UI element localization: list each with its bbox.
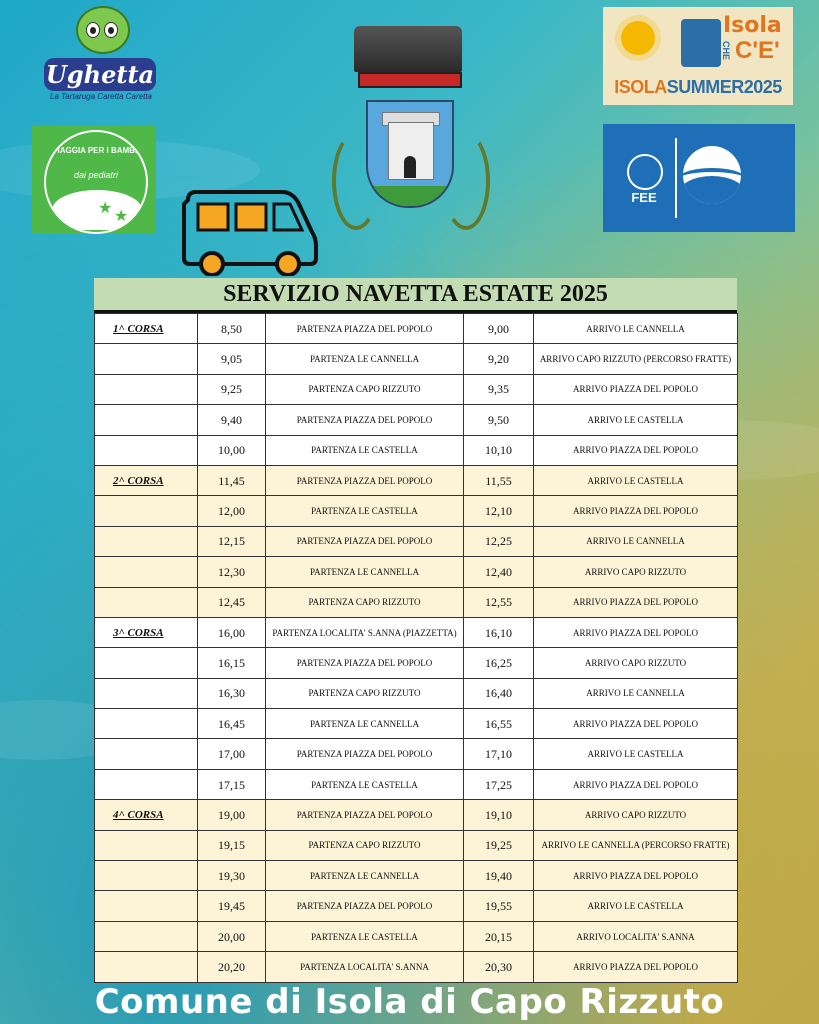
corsa-cell xyxy=(95,344,198,374)
arrival-time-cell: 17,10 xyxy=(464,739,534,769)
corsa-cell xyxy=(95,830,198,860)
departure-cell: PARTENZA LE CANNELLA xyxy=(266,861,464,891)
departure-cell: PARTENZA CAPO RIZZUTO xyxy=(266,830,464,860)
table-row xyxy=(95,891,738,921)
table-row xyxy=(95,374,738,404)
van-icon xyxy=(182,188,318,276)
departure-time-cell: 19,30 xyxy=(198,861,266,891)
arrival-time-cell: 9,20 xyxy=(464,344,534,374)
arrival-time-cell: 16,10 xyxy=(464,617,534,647)
table-row xyxy=(95,405,738,435)
departure-time-cell: 12,15 xyxy=(198,526,266,556)
departure-cell: PARTENZA LE CASTELLA xyxy=(266,921,464,951)
departure-cell: PARTENZA PIAZZA DEL POPOLO xyxy=(266,465,464,495)
arrival-cell: ARRIVO CAPO RIZZUTO xyxy=(534,648,738,678)
departure-cell: PARTENZA PIAZZA DEL POPOLO xyxy=(266,891,464,921)
table-row xyxy=(95,617,738,647)
castle-icon xyxy=(681,19,721,67)
departure-cell: PARTENZA CAPO RIZZUTO xyxy=(266,587,464,617)
fee-blue-flag-logo xyxy=(603,124,795,232)
corsa-cell xyxy=(95,648,198,678)
arrival-time-cell: 12,25 xyxy=(464,526,534,556)
spiaggia-bambini-logo xyxy=(32,126,156,234)
departure-cell: PARTENZA LE CASTELLA xyxy=(266,435,464,465)
departure-cell: PARTENZA LE CASTELLA xyxy=(266,769,464,799)
corsa-cell xyxy=(95,435,198,465)
arrival-cell: ARRIVO PIAZZA DEL POPOLO xyxy=(534,435,738,465)
arrival-time-cell: 19,10 xyxy=(464,800,534,830)
footer-title: Comune di Isola di Capo Rizzuto xyxy=(94,982,725,1022)
arrival-time-cell: 12,55 xyxy=(464,587,534,617)
arrival-cell: ARRIVO LE CANNELLA (PERCORSO FRATTE) xyxy=(534,830,738,860)
table-row xyxy=(95,344,738,374)
table-row xyxy=(95,800,738,830)
table-row xyxy=(95,587,738,617)
corsa-cell xyxy=(95,587,198,617)
departure-time-cell: 16,15 xyxy=(198,648,266,678)
corsa-cell xyxy=(95,861,198,891)
corsa-cell xyxy=(95,678,198,708)
corsa-cell xyxy=(95,557,198,587)
table-row xyxy=(95,830,738,860)
table-row xyxy=(95,526,738,556)
corsa-cell xyxy=(95,739,198,769)
corsa-cell: 1^ CORSA xyxy=(95,314,198,344)
arrival-cell: ARRIVO PIAZZA DEL POPOLO xyxy=(534,374,738,404)
corsa-cell xyxy=(95,952,198,982)
table-row xyxy=(95,709,738,739)
spiaggia-ring-text: SPIAGGIA PER I BAMBINI xyxy=(46,146,146,155)
arrival-cell: ARRIVO LE CASTELLA xyxy=(534,465,738,495)
departure-cell: PARTENZA LE CANNELLA xyxy=(266,344,464,374)
departure-time-cell: 20,20 xyxy=(198,952,266,982)
table-row xyxy=(95,648,738,678)
arrival-cell: ARRIVO LE CANNELLA xyxy=(534,678,738,708)
departure-time-cell: 19,00 xyxy=(198,800,266,830)
ce-word: C'E' xyxy=(735,37,780,64)
arrival-time-cell: 12,10 xyxy=(464,496,534,526)
starfish-icon: ★ xyxy=(98,200,113,217)
arrival-time-cell: 9,00 xyxy=(464,314,534,344)
departure-time-cell: 19,15 xyxy=(198,830,266,860)
corsa-cell xyxy=(95,769,198,799)
blue-flag-icon xyxy=(683,146,741,204)
departure-cell: PARTENZA LE CANNELLA xyxy=(266,709,464,739)
arrival-time-cell: 16,40 xyxy=(464,678,534,708)
arrival-cell: ARRIVO CAPO RIZZUTO xyxy=(534,557,738,587)
arrival-cell: ARRIVO LE CASTELLA xyxy=(534,891,738,921)
corsa-cell xyxy=(95,374,198,404)
corsa-cell: 3^ CORSA xyxy=(95,617,198,647)
departure-cell: PARTENZA PIAZZA DEL POPOLO xyxy=(266,405,464,435)
isola-summer-logo xyxy=(603,7,793,105)
timetable-title: SERVIZIO NAVETTA ESTATE 2025 xyxy=(94,278,737,313)
departure-time-cell: 16,45 xyxy=(198,709,266,739)
arrival-cell: ARRIVO LE CASTELLA xyxy=(534,739,738,769)
departure-cell: PARTENZA PIAZZA DEL POPOLO xyxy=(266,648,464,678)
arrival-cell: ARRIVO LOCALITA' S.ANNA xyxy=(534,921,738,951)
departure-cell: PARTENZA CAPO RIZZUTO xyxy=(266,374,464,404)
arrival-time-cell: 16,25 xyxy=(464,648,534,678)
arrival-time-cell: 19,25 xyxy=(464,830,534,860)
corsa-cell xyxy=(95,709,198,739)
departure-cell: PARTENZA PIAZZA DEL POPOLO xyxy=(266,800,464,830)
table-row xyxy=(95,557,738,587)
arrival-cell: ARRIVO CAPO RIZZUTO xyxy=(534,800,738,830)
arrival-cell: ARRIVO LE CANNELLA xyxy=(534,526,738,556)
corsa-cell: 4^ CORSA xyxy=(95,800,198,830)
departure-cell: PARTENZA PIAZZA DEL POPOLO xyxy=(266,739,464,769)
departure-time-cell: 12,00 xyxy=(198,496,266,526)
starfish-icon: ★ xyxy=(114,208,129,225)
departure-cell: PARTENZA LE CANNELLA xyxy=(266,557,464,587)
table-row xyxy=(95,861,738,891)
ughetta-subtitle: La Tartaruga Caretta Caretta xyxy=(50,92,152,101)
corsa-cell xyxy=(95,921,198,951)
arrival-cell: ARRIVO CAPO RIZZUTO (PERCORSO FRATTE) xyxy=(534,344,738,374)
departure-time-cell: 8,50 xyxy=(198,314,266,344)
table-row xyxy=(95,769,738,799)
departure-time-cell: 12,30 xyxy=(198,557,266,587)
spiaggia-sub-text: dai pediatri xyxy=(73,170,119,180)
arrival-time-cell: 20,30 xyxy=(464,952,534,982)
departure-time-cell: 9,25 xyxy=(198,374,266,404)
sun-icon xyxy=(621,21,655,55)
fee-text: FEE xyxy=(631,190,657,205)
arrival-time-cell: 9,50 xyxy=(464,405,534,435)
corsa-cell xyxy=(95,496,198,526)
departure-cell: PARTENZA PIAZZA DEL POPOLO xyxy=(266,314,464,344)
arrival-time-cell: 11,55 xyxy=(464,465,534,495)
departure-time-cell: 16,00 xyxy=(198,617,266,647)
table-row xyxy=(95,465,738,495)
arrival-cell: ARRIVO PIAZZA DEL POPOLO xyxy=(534,709,738,739)
arrival-time-cell: 12,40 xyxy=(464,557,534,587)
departure-cell: PARTENZA PIAZZA DEL POPOLO xyxy=(266,526,464,556)
arrival-time-cell: 20,15 xyxy=(464,921,534,951)
timetable xyxy=(94,278,737,972)
ughetta-logo xyxy=(40,6,158,110)
corsa-cell xyxy=(95,891,198,921)
table-row xyxy=(95,739,738,769)
table-row xyxy=(95,952,738,982)
arrival-time-cell: 9,35 xyxy=(464,374,534,404)
isola-summer-text: ISOLASUMMER2025 xyxy=(614,77,782,97)
departure-cell: PARTENZA LOCALITA' S.ANNA (PIAZZETTA) xyxy=(266,617,464,647)
che-word: CHE xyxy=(721,41,731,61)
arrival-time-cell: 10,10 xyxy=(464,435,534,465)
municipal-crest-icon xyxy=(330,22,488,234)
beach-icon xyxy=(52,190,142,230)
departure-time-cell: 10,00 xyxy=(198,435,266,465)
table-row xyxy=(95,496,738,526)
arrival-cell: ARRIVO PIAZZA DEL POPOLO xyxy=(534,496,738,526)
arrival-cell: ARRIVO PIAZZA DEL POPOLO xyxy=(534,952,738,982)
departure-time-cell: 17,15 xyxy=(198,769,266,799)
table-row xyxy=(95,678,738,708)
arrival-time-cell: 16,55 xyxy=(464,709,534,739)
corsa-cell xyxy=(95,526,198,556)
arrival-cell: ARRIVO PIAZZA DEL POPOLO xyxy=(534,587,738,617)
globe-icon xyxy=(627,154,663,190)
departure-time-cell: 9,40 xyxy=(198,405,266,435)
departure-time-cell: 19,45 xyxy=(198,891,266,921)
arrival-cell: ARRIVO PIAZZA DEL POPOLO xyxy=(534,861,738,891)
departure-time-cell: 11,45 xyxy=(198,465,266,495)
arrival-cell: ARRIVO PIAZZA DEL POPOLO xyxy=(534,769,738,799)
timetable-grid xyxy=(94,313,738,983)
departure-cell: PARTENZA CAPO RIZZUTO xyxy=(266,678,464,708)
corsa-cell xyxy=(95,405,198,435)
departure-time-cell: 9,05 xyxy=(198,344,266,374)
table-row xyxy=(95,314,738,344)
departure-time-cell: 12,45 xyxy=(198,587,266,617)
arrival-time-cell: 17,25 xyxy=(464,769,534,799)
arrival-cell: ARRIVO LE CASTELLA xyxy=(534,405,738,435)
arrival-time-cell: 19,40 xyxy=(464,861,534,891)
departure-time-cell: 20,00 xyxy=(198,921,266,951)
arrival-cell: ARRIVO LE CANNELLA xyxy=(534,314,738,344)
departure-cell: PARTENZA LOCALITA' S.ANNA xyxy=(266,952,464,982)
corsa-cell: 2^ CORSA xyxy=(95,465,198,495)
departure-time-cell: 17,00 xyxy=(198,739,266,769)
table-row xyxy=(95,435,738,465)
arrival-time-cell: 19,55 xyxy=(464,891,534,921)
departure-cell: PARTENZA LE CASTELLA xyxy=(266,496,464,526)
isola-word: Isola xyxy=(723,13,782,38)
turtle-icon xyxy=(76,6,130,54)
ughetta-name: Ughetta xyxy=(45,60,155,89)
table-row xyxy=(95,921,738,951)
departure-time-cell: 16,30 xyxy=(198,678,266,708)
arrival-cell: ARRIVO PIAZZA DEL POPOLO xyxy=(534,617,738,647)
